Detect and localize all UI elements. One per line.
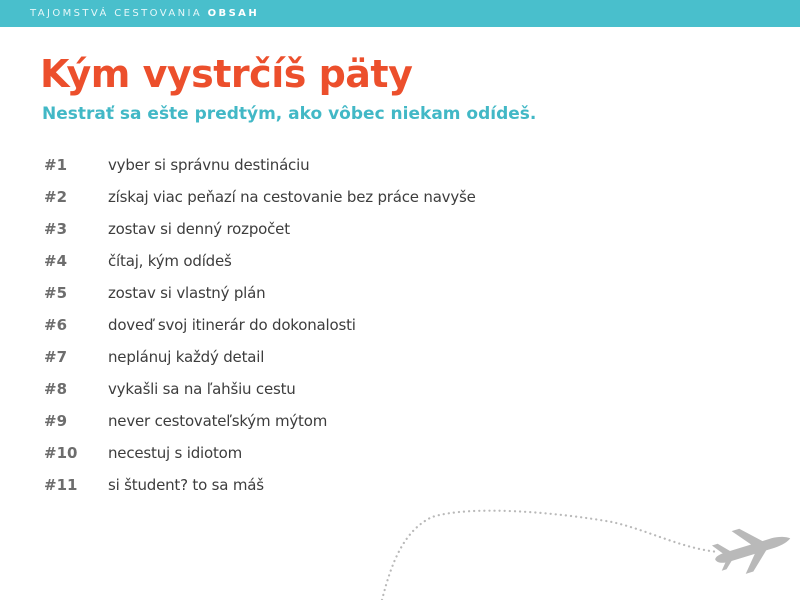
toc-entry: necestuj s idiotom	[108, 444, 243, 462]
toc-entry: vyber si správnu destináciu	[108, 156, 310, 174]
toc-number: #4	[44, 252, 68, 270]
toc-number: #9	[44, 412, 68, 430]
toc-number: #2	[44, 188, 68, 206]
toc-entry: doveď svoj itinerár do dokonalosti	[108, 316, 356, 334]
toc-number: #1	[44, 156, 68, 174]
toc-entry: zostav si denný rozpočet	[108, 220, 290, 238]
section-breadcrumb	[30, 8, 259, 19]
toc-entry: never cestovateľským mýtom	[108, 412, 328, 430]
toc-number: #6	[44, 316, 68, 334]
airplane-icon	[709, 515, 797, 581]
section-current: OBSAH	[207, 8, 260, 19]
toc-entry: vykašli sa na ľahšiu cestu	[108, 380, 296, 398]
toc-entry: čítaj, kým odídeš	[108, 252, 232, 270]
toc-number: #11	[44, 476, 78, 494]
toc-number: #10	[44, 444, 78, 462]
page-title: Kým vystrčíš päty	[40, 52, 413, 96]
toc-number: #3	[44, 220, 68, 238]
toc-entry: zostav si vlastný plán	[108, 284, 266, 302]
toc-number: #8	[44, 380, 68, 398]
toc-entry: si študent? to sa máš	[108, 476, 264, 494]
dotted-flight-trail	[382, 511, 718, 600]
toc-number: #5	[44, 284, 68, 302]
toc-number: #7	[44, 348, 68, 366]
toc-entry: neplánuj každý detail	[108, 348, 265, 366]
page-subtitle: Nestrať sa ešte predtým, ako vôbec niekam odídeš.	[42, 104, 537, 124]
section-label: TAJOMSTVÁ CESTOVANIA	[30, 8, 203, 19]
toc-entry: získaj viac peňazí na cestovanie bez práce navyše	[108, 188, 476, 206]
header-bar	[0, 0, 800, 27]
